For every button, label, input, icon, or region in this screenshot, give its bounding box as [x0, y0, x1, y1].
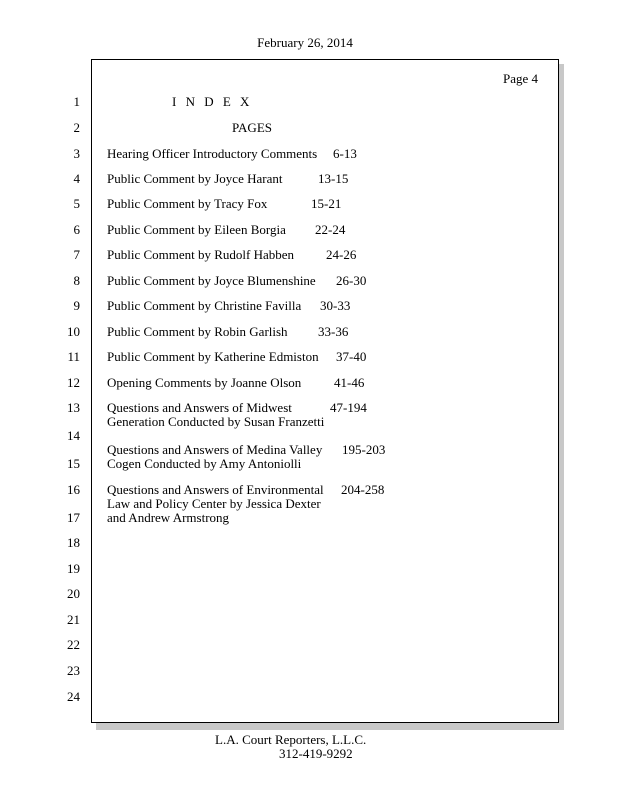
- index-entry-pages: 30-33: [320, 298, 351, 313]
- index-entry-text: Generation Conducted by Susan Franzetti: [107, 414, 325, 429]
- index-entry-pages: 15-21: [311, 196, 342, 211]
- index-title: I N D E X: [172, 94, 253, 109]
- index-entry-text: Cogen Conducted by Amy Antoniolli: [107, 456, 302, 471]
- line-number: 3: [73, 146, 80, 161]
- index-entry-text: Hearing Officer Introductory Comments: [107, 146, 318, 161]
- index-entry-text: Public Comment by Christine Favilla: [107, 298, 302, 313]
- index-entry-text: Public Comment by Rudolf Habben: [107, 247, 295, 262]
- line-number: 4: [73, 171, 80, 186]
- index-entry-pages: 13-15: [318, 171, 349, 186]
- index-entry-pages: 41-46: [334, 375, 365, 390]
- index-entry-text: Questions and Answers of Midwest: [107, 400, 292, 415]
- index-entry-text: Public Comment by Joyce Harant: [107, 171, 283, 186]
- line-number: 7: [73, 247, 80, 262]
- line-number: 21: [67, 612, 80, 627]
- index-entry-pages: 24-26: [326, 247, 357, 262]
- index-entry-text: Public Comment by Eileen Borgia: [107, 222, 286, 237]
- index-entry-text: Public Comment by Joyce Blumenshine: [107, 273, 316, 288]
- index-entry-pages: 33-36: [318, 324, 349, 339]
- index-entry-text: and Andrew Armstrong: [107, 510, 230, 525]
- court-reporter-phone: 312-419-9292: [279, 746, 353, 761]
- line-number: 18: [67, 535, 80, 550]
- index-entry-text: Law and Policy Center by Jessica Dexter: [107, 496, 321, 511]
- line-number: 19: [67, 561, 80, 576]
- index-entry-text: Opening Comments by Joanne Olson: [107, 375, 302, 390]
- page-number: Page 4: [503, 71, 539, 86]
- line-number: 2: [73, 120, 80, 135]
- index-entry-text: Questions and Answers of Medina Valley: [107, 442, 323, 457]
- index-entry-pages: 195-203: [342, 442, 386, 457]
- index-entry-pages: 6-13: [333, 146, 357, 161]
- line-number: 20: [67, 586, 80, 601]
- line-number: 12: [67, 375, 80, 390]
- line-number: 14: [67, 428, 80, 443]
- line-number: 16: [67, 482, 80, 497]
- index-entry-pages: 22-24: [315, 222, 346, 237]
- line-number: 13: [67, 400, 80, 415]
- transcript-date: February 26, 2014: [257, 35, 353, 50]
- index-entry-text: Questions and Answers of Environmental: [107, 482, 324, 497]
- line-number: 22: [67, 637, 80, 652]
- line-number: 9: [73, 298, 80, 313]
- line-number: 24: [67, 689, 80, 704]
- line-number: 5: [73, 196, 80, 211]
- index-entry-pages: 47-194: [330, 400, 367, 415]
- index-entry-pages: 26-30: [336, 273, 367, 288]
- line-number: 6: [73, 222, 80, 237]
- index-entry-text: Public Comment by Tracy Fox: [107, 196, 268, 211]
- index-entry-text: Public Comment by Katherine Edmiston: [107, 349, 319, 364]
- index-entry-pages: 204-258: [341, 482, 385, 497]
- line-number: 15: [67, 456, 80, 471]
- court-reporter-name: L.A. Court Reporters, L.L.C.: [215, 732, 367, 747]
- line-number: 10: [67, 324, 80, 339]
- line-number: 11: [67, 349, 80, 364]
- index-entry-pages: 37-40: [336, 349, 367, 364]
- pages-column-heading: PAGES: [232, 120, 272, 135]
- line-number: 8: [73, 273, 80, 288]
- line-number: 17: [67, 510, 80, 525]
- line-number: 1: [73, 94, 80, 109]
- line-number: 23: [67, 663, 80, 678]
- index-entry-text: Public Comment by Robin Garlish: [107, 324, 288, 339]
